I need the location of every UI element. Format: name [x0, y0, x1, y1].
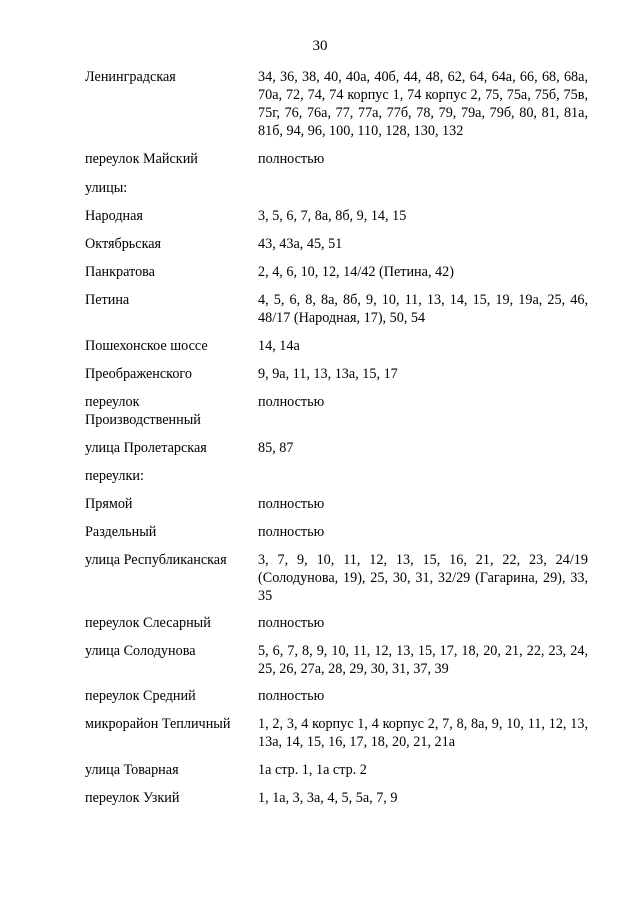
street-name: улица Солодунова: [85, 643, 196, 659]
street-name: Ленинградская: [85, 69, 176, 85]
street-name: улица Республиканская: [85, 552, 227, 568]
house-numbers: 14, 14а: [258, 338, 300, 354]
house-numbers: 85, 87: [258, 440, 294, 456]
street-name: переулок Узкий: [85, 790, 180, 806]
house-numbers: 2, 4, 6, 10, 12, 14/42 (Петина, 42): [258, 264, 454, 280]
street-name: улица Товарная: [85, 762, 179, 778]
section-heading: улицы:: [85, 180, 128, 196]
house-numbers: 1, 1а, 3, 3а, 4, 5, 5а, 7, 9: [258, 790, 398, 806]
house-numbers: полностью: [258, 524, 325, 540]
street-name: Раздельный: [85, 524, 157, 540]
street-name: переулок Производственный: [85, 394, 201, 428]
house-numbers: 3, 5, 6, 7, 8а, 8б, 9, 14, 15: [258, 208, 407, 224]
street-name: Пошехонское шоссе: [85, 338, 208, 354]
house-numbers: 4, 5, 6, 8, 8а, 8б, 9, 10, 11, 13, 14, 15, 19, 19а, 25, 46, 48/17 (Народная, 17), 50, 54: [258, 292, 588, 326]
house-numbers: полностью: [258, 688, 325, 704]
house-numbers: полностью: [258, 151, 325, 167]
house-numbers: 1а стр. 1, 1а стр. 2: [258, 762, 367, 778]
house-numbers: полностью: [258, 394, 325, 410]
house-numbers: 43, 43а, 45, 51: [258, 236, 343, 252]
house-numbers: 5, 6, 7, 8, 9, 10, 11, 12, 13, 15, 17, 18, 20, 21, 22, 23, 24, 25, 26, 27а, 28, 29, 30, 31, 37, 39: [258, 643, 588, 677]
street-name: Преображенского: [85, 366, 192, 382]
house-numbers: 1, 2, 3, 4 корпус 1, 4 корпус 2, 7, 8, 8а, 9, 10, 11, 12, 13, 13а, 14, 15, 16, 17, 18, 20, 21, 21а: [258, 716, 588, 750]
scan-mark: [576, 0, 590, 6]
street-name: микрорайон Тепличный: [85, 716, 231, 732]
street-name: Петина: [85, 292, 130, 308]
street-name: Народная: [85, 208, 143, 224]
section-heading: переулки:: [85, 468, 144, 484]
page-number: 30: [312, 38, 328, 54]
street-name: Панкратова: [85, 264, 155, 280]
house-numbers: 9, 9а, 11, 13, 13а, 15, 17: [258, 366, 398, 382]
house-numbers: 3, 7, 9, 10, 11, 12, 13, 15, 16, 21, 22, 23, 24/19 (Солодунова, 19), 25, 30, 31, 32/29 (Гагарина, 29), 33, 35: [258, 552, 588, 604]
street-name: улица Пролетарская: [85, 440, 207, 456]
street-name: переулок Слесарный: [85, 615, 211, 631]
street-name: переулок Средний: [85, 688, 196, 704]
house-numbers: полностью: [258, 496, 325, 512]
street-name: Октябрьская: [85, 236, 162, 252]
street-name: переулок Майский: [85, 151, 198, 167]
street-name: Прямой: [85, 496, 133, 512]
house-numbers: 34, 36, 38, 40, 40а, 40б, 44, 48, 62, 64, 64а, 66, 68, 68а, 70а, 72, 74, 74 корпус 1, 74 корпус 2, 75, 75а, 75б, 75в, 75г, 76, 76а, 77, 77а, 77б, 78, 79, 79а, 79б, 80, 81, 81а, 81б, 94, 96, 100, 110, 128, 130, 132: [258, 69, 588, 139]
house-numbers: полностью: [258, 615, 325, 631]
